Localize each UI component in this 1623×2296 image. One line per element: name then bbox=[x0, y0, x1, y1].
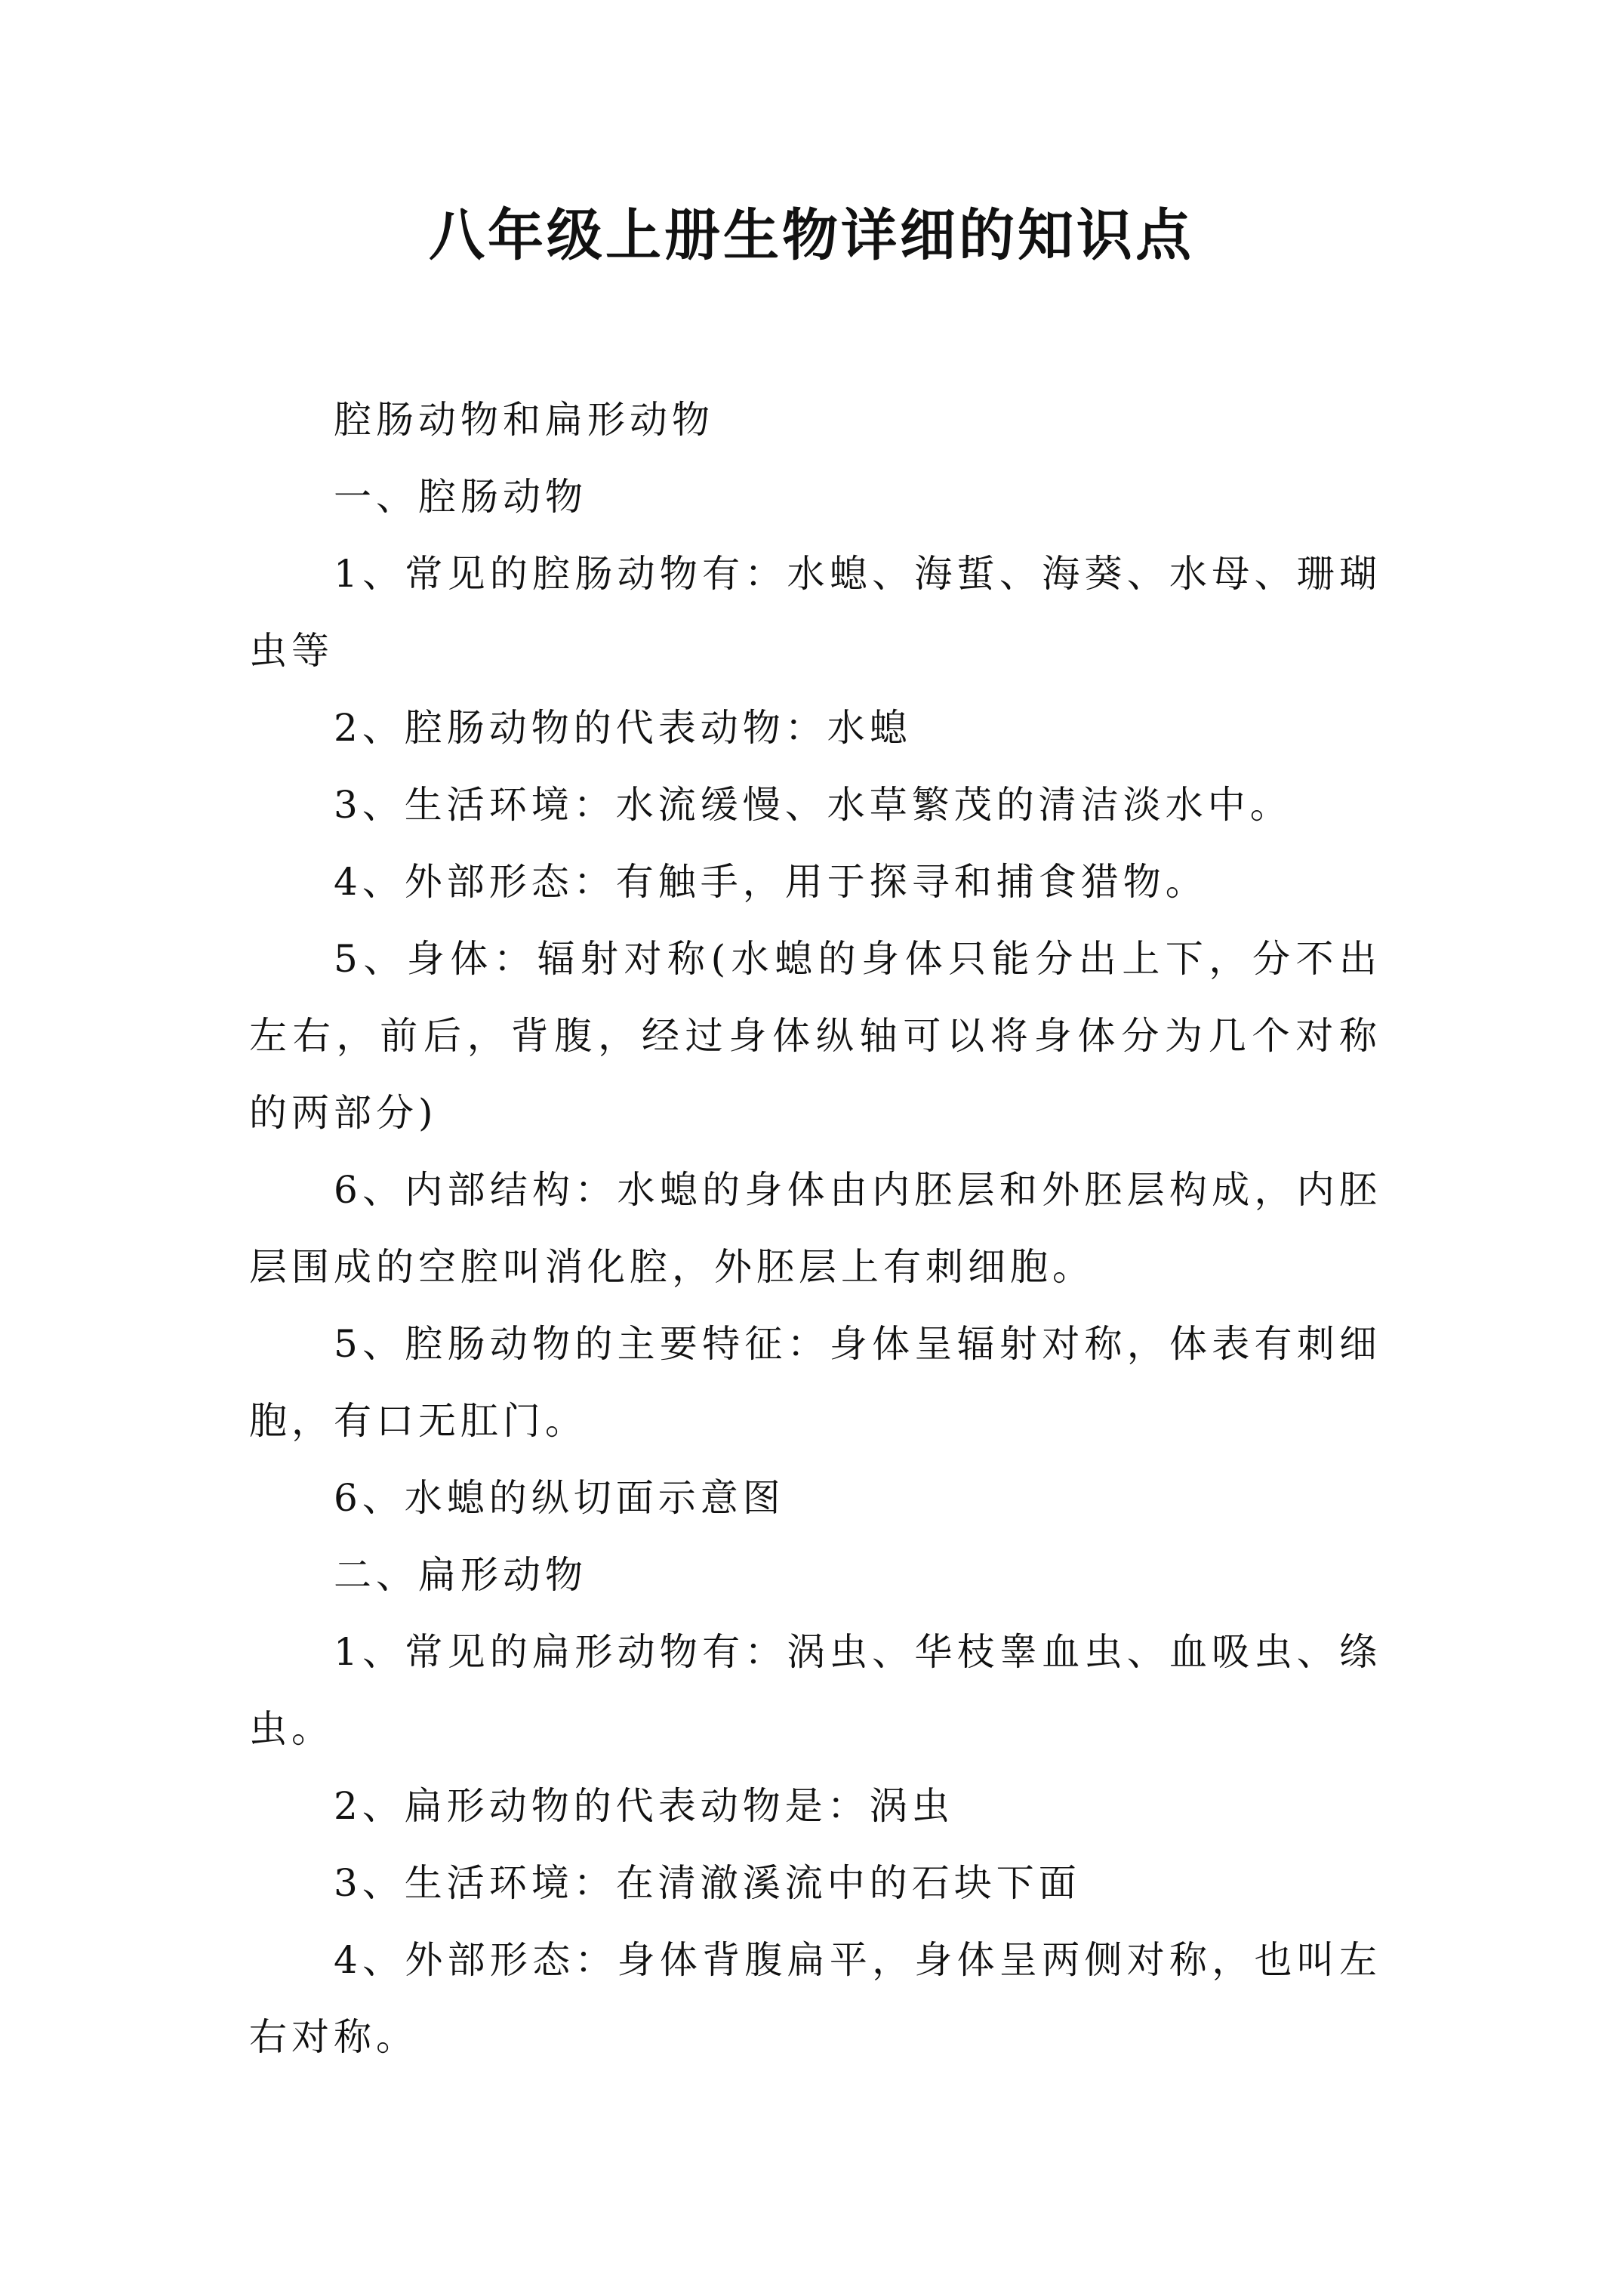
paragraph: 2、腔肠动物的代表动物：水螅 bbox=[334, 706, 912, 750]
subsection-heading: 一、腔肠动物 bbox=[334, 475, 587, 519]
document-body bbox=[249, 381, 1381, 2076]
paragraph: 3、生活环境：水流缓慢、水草繁茂的清洁淡水中。 bbox=[334, 783, 1292, 827]
paragraph: 4、外部形态：身体背腹扁平，身体呈两侧对称，也叫左右对称。 bbox=[249, 1938, 1381, 2059]
paragraph: 6、内部结构：水螅的身体由内胚层和外胚层构成，内胚层围成的空腔叫消化腔，外胚层上有刺细胞。 bbox=[249, 1168, 1381, 1289]
paragraph: 1、常见的扁形动物有：涡虫、华枝睾血虫、血吸虫、绦虫。 bbox=[249, 1630, 1381, 1751]
section-heading: 腔肠动物和扁形动物 bbox=[334, 398, 714, 442]
paragraph: 4、外部形态：有触手，用于探寻和捕食猎物。 bbox=[334, 860, 1208, 904]
paragraph: 2、扁形动物的代表动物是：涡虫 bbox=[334, 1784, 954, 1828]
paragraph: 5、腔肠动物的主要特征：身体呈辐射对称，体表有刺细胞，有口无肛门。 bbox=[249, 1322, 1381, 1443]
paragraph: 6、水螅的纵切面示意图 bbox=[334, 1476, 785, 1520]
paragraph: 3、生活环境：在清澈溪流中的石块下面 bbox=[334, 1861, 1081, 1905]
paragraph: 1、常见的腔肠动物有：水螅、海蜇、海葵、水母、珊瑚虫等 bbox=[249, 552, 1381, 673]
paragraph: 5、身体：辐射对称(水螅的身体只能分出上下，分不出左右，前后，背腹，经过身体纵轴可以将身体分为几个对称的两部分) bbox=[249, 937, 1381, 1135]
document-title: 八年级上册生物详细的知识点 bbox=[429, 203, 1194, 268]
subsection-heading: 二、扁形动物 bbox=[334, 1553, 587, 1597]
